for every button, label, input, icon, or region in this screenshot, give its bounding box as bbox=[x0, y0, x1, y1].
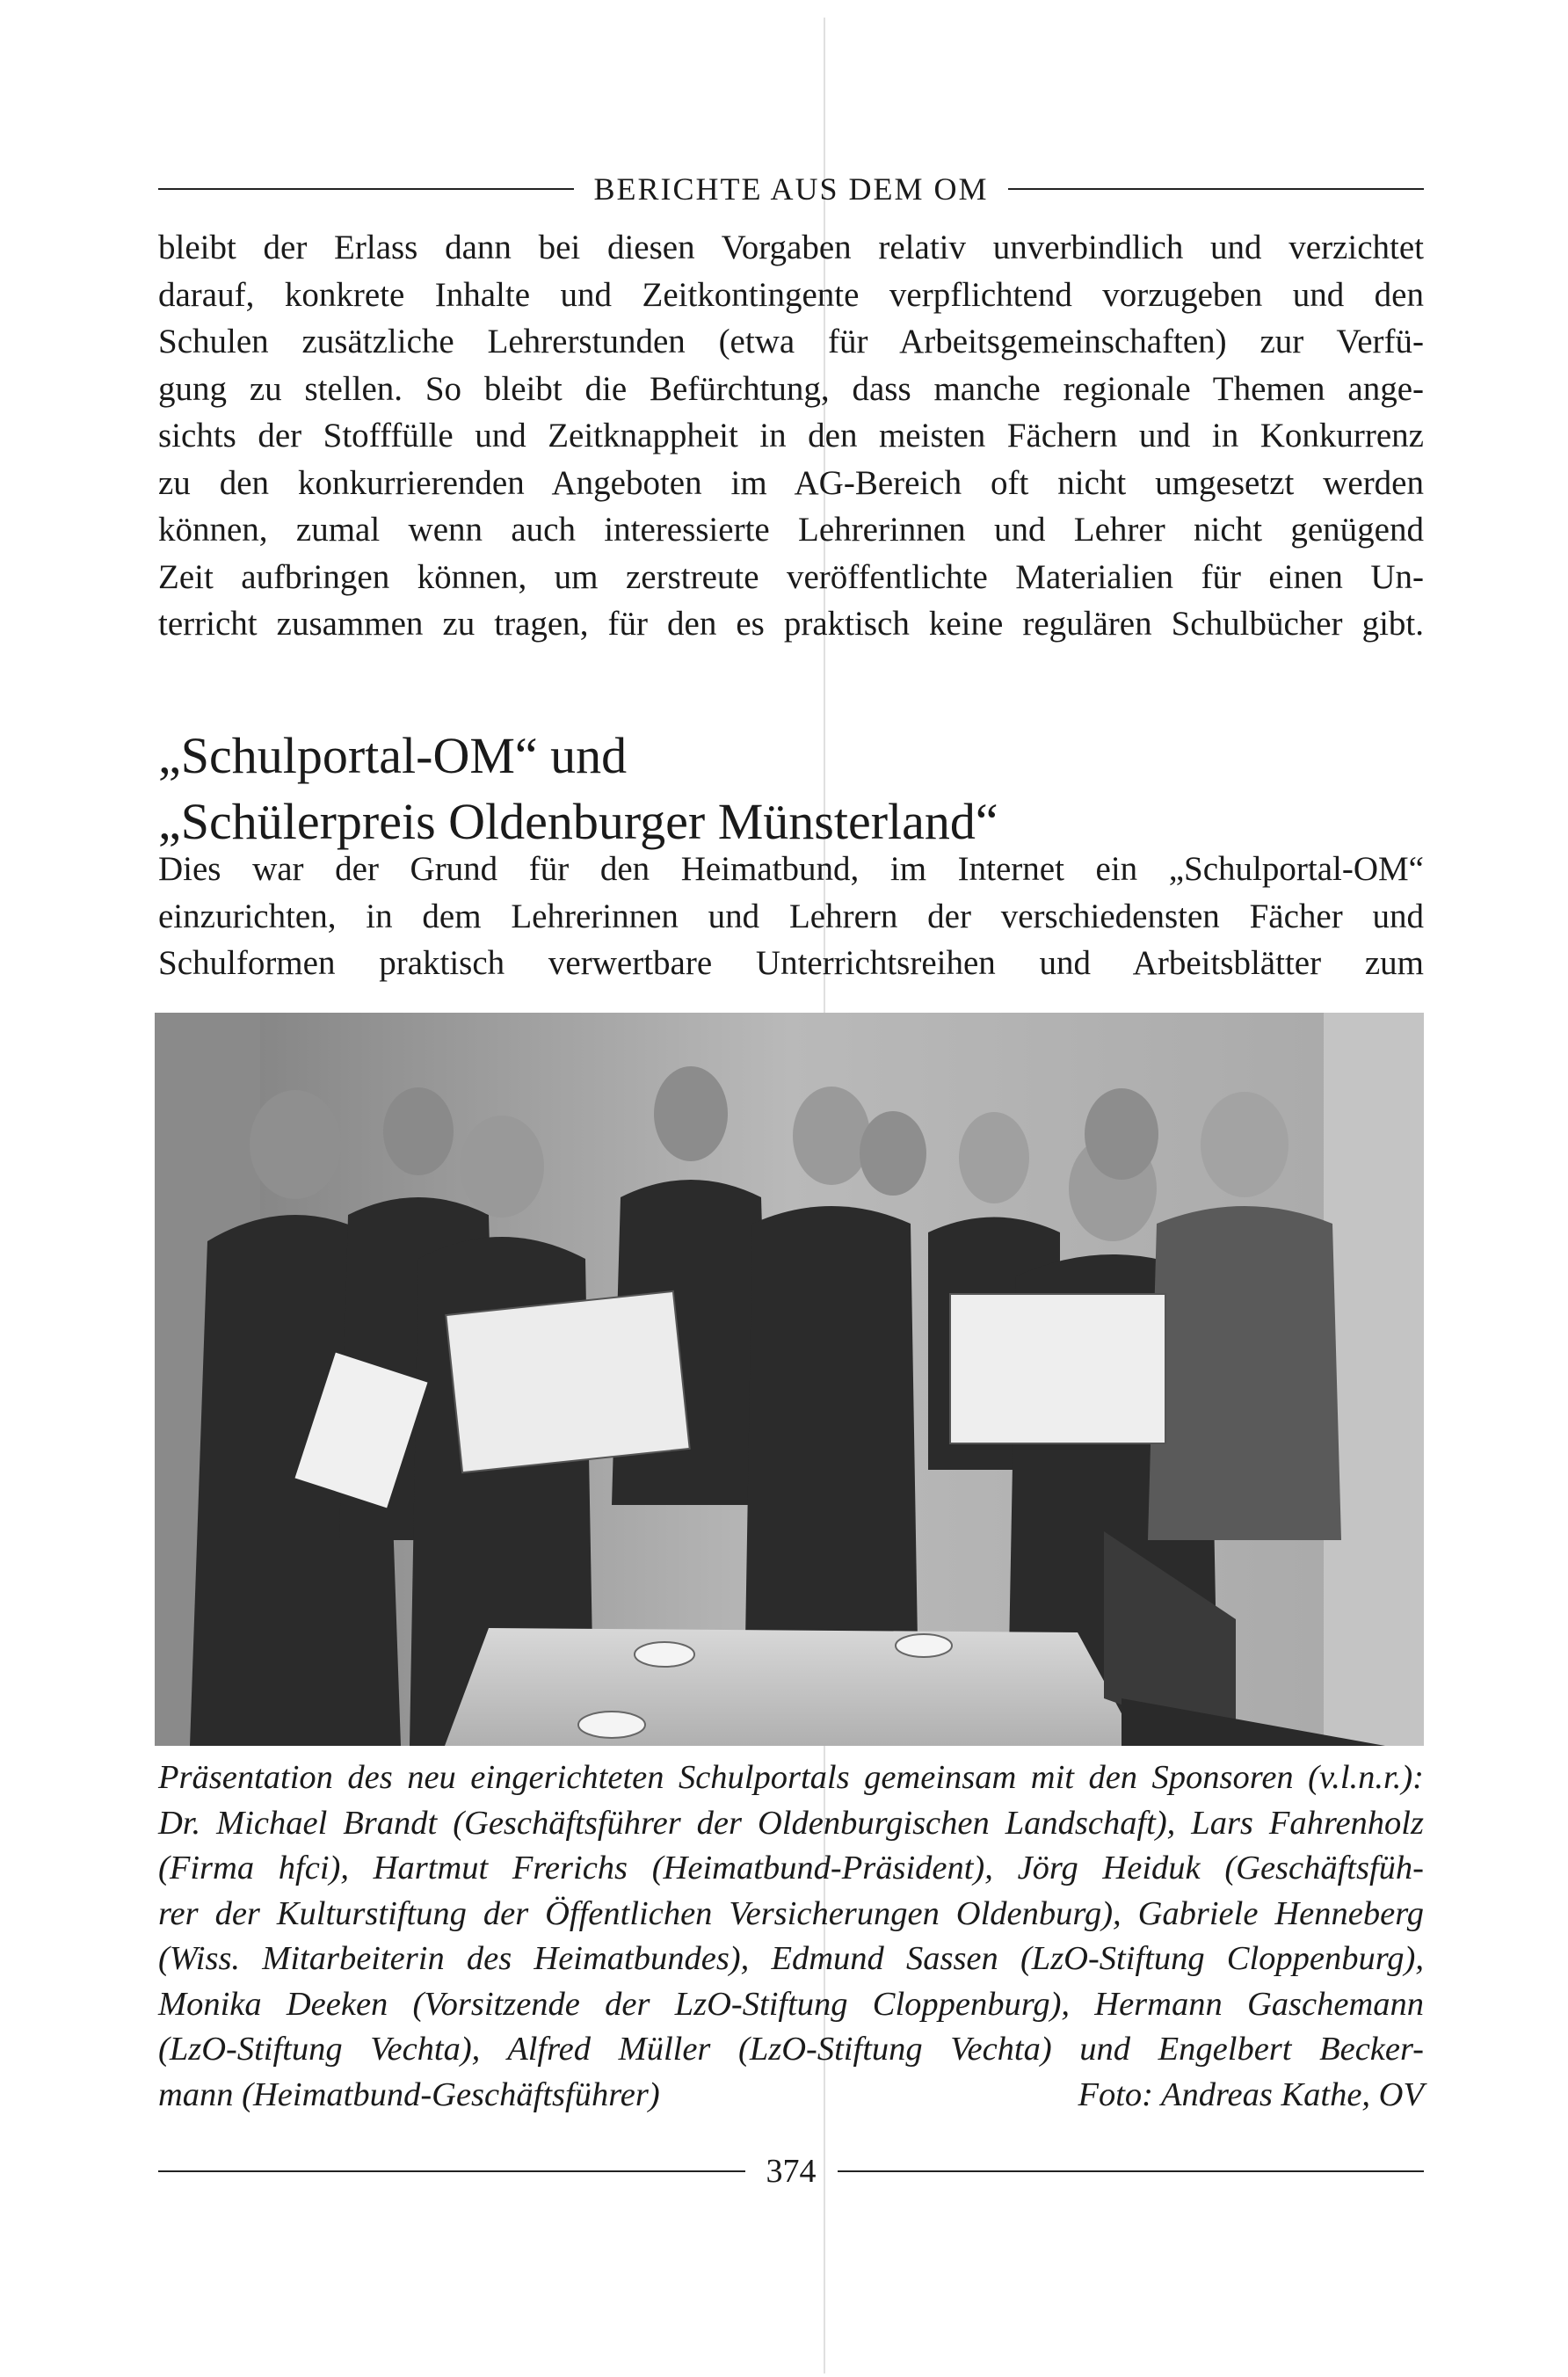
section-heading-line-1: „Schulportal-OM“ und bbox=[158, 727, 628, 784]
body-line: Schulen zusätzliche Lehrerstunden (etwa für Arbeitsgemeinschaften) zur Verfü- bbox=[158, 323, 1424, 360]
header-rule-right bbox=[1008, 188, 1424, 190]
intro-line: einzurichten, in dem Lehrerinnen und Lehrern der verschiedensten Fächer und bbox=[158, 897, 1424, 935]
body-line: Zeit aufbringen können, um zerstreute veröffentlichte Materialien für einen Un- bbox=[158, 557, 1424, 596]
caption-last-line bbox=[158, 2073, 1424, 2119]
body-line: sichts der Stofffülle und Zeitknappheit in den meisten Fächern und in Konkurrenz bbox=[158, 417, 1424, 454]
caption-line: (Wiss. Mitarbeiterin des Heimatbundes), Edmund Sassen (LzO-Stiftung Cloppenburg), bbox=[158, 1940, 1424, 1977]
caption-line: Dr. Michael Brandt (Geschäftsführer der Oldenburgischen Landschaft), Lars Fahrenholz bbox=[158, 1804, 1424, 1842]
body-line: bleibt der Erlass dann bei diesen Vorgaben relativ unverbindlich und verzichtet bbox=[158, 229, 1424, 266]
caption-line: (Firma hfci), Hartmut Frerichs (Heimatbund-Präsident), Jörg Heiduk (Geschäftsfüh- bbox=[158, 1850, 1424, 1886]
group-photo bbox=[155, 1013, 1424, 1746]
body-line: gung zu stellen. So bleibt die Befürchtung, dass manche regionale Themen ange- bbox=[158, 369, 1424, 408]
caption-last-text: mann (Heimatbund-Geschäftsführer) bbox=[158, 2075, 660, 2113]
footer-rule-right bbox=[838, 2170, 1425, 2172]
running-header-title: BERICHTE AUS DEM OM bbox=[593, 171, 989, 207]
body-line: können, zumal wenn auch interessierte Lehrerinnen und Lehrer nicht genügend bbox=[158, 511, 1424, 549]
page-footer bbox=[158, 2149, 1424, 2193]
body-line: zu den konkurrierenden Angeboten im AG-Bereich oft nicht umgesetzt werden bbox=[158, 463, 1424, 502]
section-heading-line-2: „Schülerpreis Oldenburger Münsterland“ bbox=[158, 793, 998, 850]
running-header bbox=[158, 167, 1424, 211]
intro-line: Dies war der Grund für den Heimatbund, im Internet ein „Schulportal-OM“ bbox=[158, 850, 1424, 888]
photo-credit: Foto: Andreas Kathe, OV bbox=[1078, 2075, 1424, 2113]
photo-caption bbox=[158, 1755, 1424, 2118]
intro-paragraph bbox=[158, 846, 1424, 987]
page-number: 374 bbox=[766, 2153, 817, 2190]
caption-line: Monika Deeken (Vorsitzende der LzO-Stiftung Cloppenburg), Hermann Gaschemann bbox=[158, 1985, 1424, 2023]
body-paragraph bbox=[158, 224, 1424, 648]
header-rule-left bbox=[158, 188, 574, 190]
body-line: terricht zusammen zu tragen, für den es praktisch keine regulären Schulbücher gibt. bbox=[158, 605, 1424, 643]
intro-line: Schulformen praktisch verwertbare Unterrichtsreihen und Arbeitsblätter zum bbox=[158, 944, 1424, 982]
caption-line: Präsentation des neu eingerichteten Schulportals gemeinsam mit den Sponsoren (v.l.n.r.): bbox=[158, 1759, 1424, 1796]
body-line: darauf, konkrete Inhalte und Zeitkontingente verpflichtend vorzugeben und den bbox=[158, 275, 1424, 314]
footer-rule-left bbox=[158, 2170, 745, 2172]
caption-line: rer der Kulturstiftung der Öffentlichen Versicherungen Oldenburg), Gabriele Henneberg bbox=[158, 1894, 1424, 1932]
section-heading bbox=[158, 723, 1424, 854]
caption-line: (LzO-Stiftung Vechta), Alfred Müller (LzO-Stiftung Vechta) und Engelbert Becker- bbox=[158, 2031, 1424, 2068]
